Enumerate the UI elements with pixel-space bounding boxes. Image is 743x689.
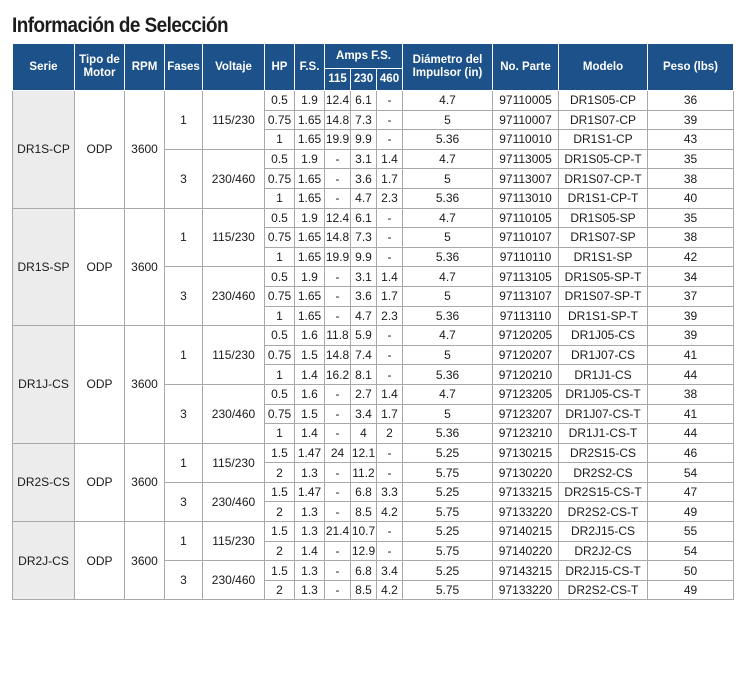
col-header-voltaje: Voltaje — [203, 44, 265, 91]
cell-amps-230: 12.9 — [351, 541, 377, 561]
cell-modelo: DR1S07-SP-T — [559, 286, 648, 306]
cell-peso: 40 — [648, 188, 734, 208]
cell-voltaje: 115/230 — [203, 91, 265, 150]
cell-diametro: 5 — [403, 169, 493, 189]
cell-modelo: DR1J07-CS — [559, 345, 648, 365]
cell-amps-115: - — [325, 482, 351, 502]
cell-hp: 1 — [265, 306, 295, 326]
cell-amps-230: 3.4 — [351, 404, 377, 424]
cell-fs: 1.65 — [295, 247, 325, 267]
cell-hp: 2 — [265, 463, 295, 483]
cell-fs: 1.65 — [295, 228, 325, 248]
cell-amps-230: 3.1 — [351, 267, 377, 287]
col-header-tipo-motor: Tipo de Motor — [75, 44, 125, 91]
cell-amps-115: 12.4 — [325, 208, 351, 228]
cell-fs: 1.47 — [295, 482, 325, 502]
cell-hp: 1.5 — [265, 482, 295, 502]
col-header-fases: Fases — [165, 44, 203, 91]
cell-no-parte: 97113107 — [493, 286, 559, 306]
cell-hp: 2 — [265, 580, 295, 600]
cell-amps-230: 8.5 — [351, 580, 377, 600]
cell-voltaje: 115/230 — [203, 208, 265, 267]
cell-modelo: DR1J05-CS — [559, 326, 648, 346]
cell-modelo: DR1S05-CP — [559, 91, 648, 111]
cell-hp: 1.5 — [265, 561, 295, 581]
cell-amps-115: - — [325, 502, 351, 522]
cell-peso: 43 — [648, 130, 734, 150]
cell-modelo: DR2S15-CS-T — [559, 482, 648, 502]
cell-amps-230: 3.6 — [351, 286, 377, 306]
cell-serie: DR1S-CP — [13, 91, 75, 209]
cell-no-parte: 97133220 — [493, 580, 559, 600]
cell-fs: 1.6 — [295, 326, 325, 346]
cell-peso: 54 — [648, 541, 734, 561]
cell-amps-460: 2.3 — [377, 306, 403, 326]
cell-fs: 1.4 — [295, 541, 325, 561]
cell-peso: 39 — [648, 306, 734, 326]
cell-modelo: DR1S05-CP-T — [559, 149, 648, 169]
cell-fs: 1.9 — [295, 91, 325, 111]
col-header-amps-230: 230 — [351, 69, 377, 91]
cell-peso: 54 — [648, 463, 734, 483]
cell-amps-460: 4.2 — [377, 580, 403, 600]
cell-amps-460: 1.4 — [377, 267, 403, 287]
cell-fases: 3 — [165, 267, 203, 326]
cell-hp: 0.5 — [265, 149, 295, 169]
cell-amps-460: - — [377, 208, 403, 228]
cell-no-parte: 97120205 — [493, 326, 559, 346]
cell-tipo-motor: ODP — [75, 326, 125, 444]
cell-modelo: DR2J15-CS — [559, 522, 648, 542]
cell-peso: 38 — [648, 384, 734, 404]
cell-modelo: DR1J05-CS-T — [559, 384, 648, 404]
cell-amps-115: - — [325, 404, 351, 424]
cell-amps-230: 4 — [351, 424, 377, 444]
table-row — [13, 522, 734, 542]
cell-amps-115: 11.8 — [325, 326, 351, 346]
cell-modelo: DR2S15-CS — [559, 443, 648, 463]
cell-amps-230: 7.4 — [351, 345, 377, 365]
cell-fs: 1.3 — [295, 522, 325, 542]
cell-amps-115: 16.2 — [325, 365, 351, 385]
cell-amps-115: 24 — [325, 443, 351, 463]
table-header — [13, 44, 734, 91]
cell-modelo: DR1S1-SP-T — [559, 306, 648, 326]
table-row — [13, 208, 734, 228]
cell-amps-230: 6.1 — [351, 208, 377, 228]
cell-diametro: 4.7 — [403, 208, 493, 228]
cell-no-parte: 97110007 — [493, 110, 559, 130]
cell-diametro: 5.36 — [403, 247, 493, 267]
col-header-amps-460: 460 — [377, 69, 403, 91]
cell-amps-460: - — [377, 345, 403, 365]
cell-diametro: 5.25 — [403, 482, 493, 502]
col-header-hp: HP — [265, 44, 295, 91]
cell-no-parte: 97113010 — [493, 188, 559, 208]
cell-diametro: 4.7 — [403, 149, 493, 169]
cell-diametro: 5.75 — [403, 502, 493, 522]
cell-modelo: DR1S07-CP-T — [559, 169, 648, 189]
cell-amps-230: 11.2 — [351, 463, 377, 483]
cell-amps-230: 9.9 — [351, 130, 377, 150]
cell-peso: 55 — [648, 522, 734, 542]
cell-diametro: 5.36 — [403, 306, 493, 326]
table-body — [13, 91, 734, 600]
cell-fs: 1.65 — [295, 306, 325, 326]
cell-modelo: DR1J1-CS — [559, 365, 648, 385]
cell-modelo: DR1S05-SP — [559, 208, 648, 228]
cell-fs: 1.65 — [295, 286, 325, 306]
cell-modelo: DR2S2-CS-T — [559, 502, 648, 522]
cell-hp: 1 — [265, 424, 295, 444]
cell-diametro: 5 — [403, 228, 493, 248]
cell-amps-460: 2 — [377, 424, 403, 444]
cell-amps-230: 2.7 — [351, 384, 377, 404]
cell-amps-230: 5.9 — [351, 326, 377, 346]
cell-peso: 38 — [648, 228, 734, 248]
cell-hp: 1 — [265, 130, 295, 150]
cell-modelo: DR2J15-CS-T — [559, 561, 648, 581]
cell-no-parte: 97110107 — [493, 228, 559, 248]
cell-fs: 1.9 — [295, 267, 325, 287]
cell-fs: 1.3 — [295, 502, 325, 522]
cell-no-parte: 97123207 — [493, 404, 559, 424]
cell-diametro: 5.25 — [403, 443, 493, 463]
cell-hp: 0.75 — [265, 110, 295, 130]
cell-no-parte: 97110105 — [493, 208, 559, 228]
cell-hp: 1 — [265, 365, 295, 385]
cell-fs: 1.3 — [295, 561, 325, 581]
col-header-peso: Peso (lbs) — [648, 44, 734, 91]
cell-no-parte: 97110010 — [493, 130, 559, 150]
cell-no-parte: 97140215 — [493, 522, 559, 542]
cell-voltaje: 115/230 — [203, 326, 265, 385]
cell-peso: 34 — [648, 267, 734, 287]
cell-no-parte: 97143215 — [493, 561, 559, 581]
cell-amps-230: 4.7 — [351, 188, 377, 208]
cell-amps-230: 6.1 — [351, 91, 377, 111]
cell-amps-460: 1.7 — [377, 169, 403, 189]
cell-amps-230: 7.3 — [351, 110, 377, 130]
cell-amps-115: - — [325, 580, 351, 600]
cell-fases: 1 — [165, 91, 203, 150]
cell-amps-460: 3.3 — [377, 482, 403, 502]
cell-amps-230: 3.1 — [351, 149, 377, 169]
cell-diametro: 5 — [403, 404, 493, 424]
cell-amps-115: 14.8 — [325, 110, 351, 130]
cell-rpm: 3600 — [125, 91, 165, 209]
cell-amps-460: 1.4 — [377, 384, 403, 404]
cell-amps-115: - — [325, 286, 351, 306]
cell-peso: 36 — [648, 91, 734, 111]
cell-amps-460: - — [377, 443, 403, 463]
cell-amps-115: - — [325, 267, 351, 287]
cell-diametro: 5.75 — [403, 541, 493, 561]
cell-hp: 1 — [265, 247, 295, 267]
col-header-fs: F.S. — [295, 44, 325, 91]
cell-fs: 1.6 — [295, 384, 325, 404]
cell-tipo-motor: ODP — [75, 443, 125, 521]
cell-amps-230: 10.7 — [351, 522, 377, 542]
cell-diametro: 5 — [403, 110, 493, 130]
cell-amps-115: - — [325, 188, 351, 208]
cell-fases: 1 — [165, 443, 203, 482]
cell-peso: 44 — [648, 424, 734, 444]
cell-hp: 0.75 — [265, 345, 295, 365]
cell-no-parte: 97133220 — [493, 502, 559, 522]
cell-no-parte: 97113110 — [493, 306, 559, 326]
cell-no-parte: 97140220 — [493, 541, 559, 561]
cell-no-parte: 97110005 — [493, 91, 559, 111]
cell-amps-460: 4.2 — [377, 502, 403, 522]
cell-no-parte: 97133215 — [493, 482, 559, 502]
cell-amps-115: - — [325, 149, 351, 169]
cell-serie: DR2S-CS — [13, 443, 75, 521]
cell-modelo: DR1S07-CP — [559, 110, 648, 130]
table-row — [13, 326, 734, 346]
cell-tipo-motor: ODP — [75, 91, 125, 209]
cell-amps-460: 1.4 — [377, 149, 403, 169]
cell-fases: 3 — [165, 561, 203, 600]
cell-no-parte: 97123205 — [493, 384, 559, 404]
cell-modelo: DR2S2-CS — [559, 463, 648, 483]
cell-amps-115: - — [325, 306, 351, 326]
cell-amps-460: 1.7 — [377, 404, 403, 424]
cell-hp: 0.5 — [265, 208, 295, 228]
cell-hp: 0.75 — [265, 228, 295, 248]
cell-no-parte: 97120207 — [493, 345, 559, 365]
cell-no-parte: 97120210 — [493, 365, 559, 385]
cell-amps-230: 9.9 — [351, 247, 377, 267]
cell-fases: 3 — [165, 149, 203, 208]
cell-amps-115: - — [325, 561, 351, 581]
cell-diametro: 5.36 — [403, 188, 493, 208]
cell-amps-115: 19.9 — [325, 130, 351, 150]
col-header-amps-fs: Amps F.S. — [325, 44, 403, 69]
table-row — [13, 91, 734, 111]
cell-modelo: DR1J1-CS-T — [559, 424, 648, 444]
cell-fases: 1 — [165, 326, 203, 385]
cell-diametro: 4.7 — [403, 267, 493, 287]
cell-diametro: 5 — [403, 286, 493, 306]
col-header-modelo: Modelo — [559, 44, 648, 91]
cell-hp: 1.5 — [265, 522, 295, 542]
cell-fases: 1 — [165, 522, 203, 561]
cell-fs: 1.5 — [295, 345, 325, 365]
cell-voltaje: 115/230 — [203, 522, 265, 561]
cell-diametro: 5.25 — [403, 522, 493, 542]
cell-diametro: 4.7 — [403, 91, 493, 111]
cell-peso: 37 — [648, 286, 734, 306]
cell-fs: 1.4 — [295, 424, 325, 444]
page-title: Información de Selección — [12, 14, 228, 37]
cell-fs: 1.65 — [295, 110, 325, 130]
cell-voltaje: 230/460 — [203, 384, 265, 443]
cell-peso: 44 — [648, 365, 734, 385]
cell-peso: 47 — [648, 482, 734, 502]
col-header-diametro: Diámetro del Impulsor (in) — [403, 44, 493, 91]
cell-peso: 50 — [648, 561, 734, 581]
cell-diametro: 5.75 — [403, 580, 493, 600]
cell-amps-115: - — [325, 384, 351, 404]
cell-amps-115: - — [325, 541, 351, 561]
cell-amps-460: - — [377, 228, 403, 248]
cell-modelo: DR1S07-SP — [559, 228, 648, 248]
cell-fs: 1.4 — [295, 365, 325, 385]
cell-modelo: DR2J2-CS — [559, 541, 648, 561]
cell-modelo: DR2S2-CS-T — [559, 580, 648, 600]
cell-peso: 41 — [648, 404, 734, 424]
cell-amps-460: - — [377, 247, 403, 267]
cell-hp: 0.5 — [265, 384, 295, 404]
cell-amps-460: - — [377, 110, 403, 130]
cell-no-parte: 97113005 — [493, 149, 559, 169]
cell-hp: 0.5 — [265, 267, 295, 287]
cell-hp: 0.5 — [265, 91, 295, 111]
cell-rpm: 3600 — [125, 326, 165, 444]
col-header-serie: Serie — [13, 44, 75, 91]
cell-peso: 46 — [648, 443, 734, 463]
cell-diametro: 4.7 — [403, 384, 493, 404]
cell-fs: 1.65 — [295, 169, 325, 189]
cell-diametro: 5.36 — [403, 130, 493, 150]
cell-amps-460: 3.4 — [377, 561, 403, 581]
cell-fases: 1 — [165, 208, 203, 267]
cell-no-parte: 97130220 — [493, 463, 559, 483]
cell-no-parte: 97123210 — [493, 424, 559, 444]
cell-fs: 1.9 — [295, 149, 325, 169]
cell-peso: 39 — [648, 326, 734, 346]
cell-peso: 38 — [648, 169, 734, 189]
cell-amps-115: 12.4 — [325, 91, 351, 111]
cell-amps-115: 14.8 — [325, 228, 351, 248]
cell-hp: 0.75 — [265, 286, 295, 306]
cell-fs: 1.5 — [295, 404, 325, 424]
cell-peso: 41 — [648, 345, 734, 365]
cell-amps-230: 3.6 — [351, 169, 377, 189]
cell-voltaje: 230/460 — [203, 561, 265, 600]
cell-serie: DR1S-SP — [13, 208, 75, 326]
cell-amps-460: 1.7 — [377, 286, 403, 306]
cell-hp: 0.5 — [265, 326, 295, 346]
cell-voltaje: 230/460 — [203, 482, 265, 521]
table-row — [13, 443, 734, 463]
cell-hp: 0.75 — [265, 169, 295, 189]
cell-no-parte: 97113105 — [493, 267, 559, 287]
cell-diametro: 5 — [403, 345, 493, 365]
cell-modelo: DR1S1-CP — [559, 130, 648, 150]
cell-rpm: 3600 — [125, 208, 165, 326]
cell-voltaje: 230/460 — [203, 149, 265, 208]
col-header-rpm: RPM — [125, 44, 165, 91]
cell-voltaje: 230/460 — [203, 267, 265, 326]
cell-tipo-motor: ODP — [75, 522, 125, 600]
cell-amps-115: - — [325, 463, 351, 483]
cell-peso: 49 — [648, 580, 734, 600]
cell-amps-115: 19.9 — [325, 247, 351, 267]
cell-hp: 2 — [265, 541, 295, 561]
cell-amps-230: 8.1 — [351, 365, 377, 385]
cell-no-parte: 97130215 — [493, 443, 559, 463]
cell-modelo: DR1J07-CS-T — [559, 404, 648, 424]
cell-amps-230: 6.8 — [351, 482, 377, 502]
cell-amps-230: 8.5 — [351, 502, 377, 522]
cell-fs: 1.3 — [295, 580, 325, 600]
cell-amps-115: 14.8 — [325, 345, 351, 365]
cell-amps-460: - — [377, 522, 403, 542]
cell-hp: 1.5 — [265, 443, 295, 463]
cell-diametro: 5.75 — [403, 463, 493, 483]
cell-modelo: DR1S05-SP-T — [559, 267, 648, 287]
cell-serie: DR1J-CS — [13, 326, 75, 444]
cell-diametro: 5.25 — [403, 561, 493, 581]
cell-hp: 2 — [265, 502, 295, 522]
cell-diametro: 4.7 — [403, 326, 493, 346]
cell-tipo-motor: ODP — [75, 208, 125, 326]
cell-no-parte: 97113007 — [493, 169, 559, 189]
cell-amps-115: 21.4 — [325, 522, 351, 542]
cell-amps-460: - — [377, 91, 403, 111]
cell-peso: 49 — [648, 502, 734, 522]
cell-fases: 3 — [165, 482, 203, 521]
cell-fs: 1.3 — [295, 463, 325, 483]
cell-amps-230: 6.8 — [351, 561, 377, 581]
cell-diametro: 5.36 — [403, 365, 493, 385]
cell-amps-460: - — [377, 541, 403, 561]
cell-fases: 3 — [165, 384, 203, 443]
cell-peso: 42 — [648, 247, 734, 267]
cell-amps-230: 7.3 — [351, 228, 377, 248]
cell-amps-115: - — [325, 424, 351, 444]
cell-peso: 39 — [648, 110, 734, 130]
cell-amps-230: 4.7 — [351, 306, 377, 326]
cell-amps-460: - — [377, 326, 403, 346]
cell-amps-460: - — [377, 365, 403, 385]
cell-voltaje: 115/230 — [203, 443, 265, 482]
cell-modelo: DR1S1-CP-T — [559, 188, 648, 208]
cell-amps-460: - — [377, 130, 403, 150]
cell-modelo: DR1S1-SP — [559, 247, 648, 267]
cell-fs: 1.65 — [295, 130, 325, 150]
cell-rpm: 3600 — [125, 522, 165, 600]
cell-peso: 35 — [648, 208, 734, 228]
cell-diametro: 5.36 — [403, 424, 493, 444]
cell-amps-460: - — [377, 463, 403, 483]
cell-fs: 1.9 — [295, 208, 325, 228]
cell-serie: DR2J-CS — [13, 522, 75, 600]
cell-amps-460: 2.3 — [377, 188, 403, 208]
cell-hp: 1 — [265, 188, 295, 208]
cell-peso: 35 — [648, 149, 734, 169]
cell-fs: 1.65 — [295, 188, 325, 208]
cell-hp: 0.75 — [265, 404, 295, 424]
cell-no-parte: 97110110 — [493, 247, 559, 267]
cell-amps-115: - — [325, 169, 351, 189]
col-header-amps-115: 115 — [325, 69, 351, 91]
cell-amps-230: 12.1 — [351, 443, 377, 463]
selection-table — [12, 43, 734, 600]
cell-fs: 1.47 — [295, 443, 325, 463]
cell-rpm: 3600 — [125, 443, 165, 521]
col-header-no-parte: No. Parte — [493, 44, 559, 91]
